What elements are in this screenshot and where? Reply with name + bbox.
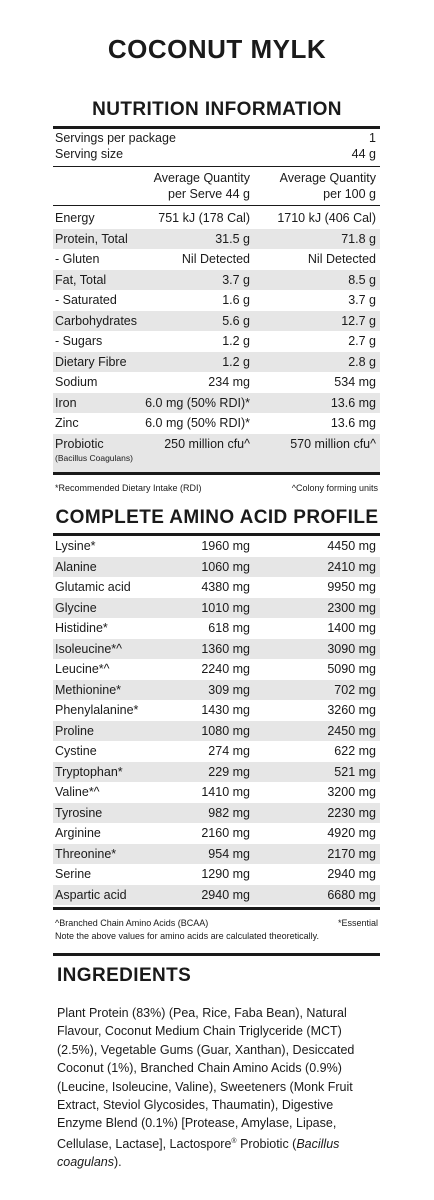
column-header-row-1 (53, 170, 380, 186)
nutrient-label: Probiotic (55, 436, 104, 451)
per-serve-value: 1080 mg (201, 723, 250, 738)
nutrient-row (53, 249, 380, 269)
divider (53, 126, 380, 129)
amino-label: Alanine (55, 559, 97, 574)
per-100g-value: 570 million cfu^ (290, 436, 376, 451)
per-100g-value: 2300 mg (327, 600, 376, 615)
per-100g-value: 12.7 g (341, 313, 376, 328)
nutrition-title: NUTRITION INFORMATION (92, 99, 342, 120)
ingredients-end: ). (114, 1155, 122, 1170)
column-header-row-2 (53, 186, 380, 202)
nutrient-row (53, 372, 380, 392)
per-serve-value: 309 mg (208, 682, 250, 697)
nutrient-row (53, 311, 380, 331)
per-serve-value: 2240 mg (201, 662, 250, 676)
col1-header-line2: per Serve 44 g (168, 187, 250, 201)
per-serve-value: 3.7 g (222, 272, 250, 287)
amino-note: Note the above values for amino acids are calculated theoretically. (55, 931, 319, 941)
nutrient-row (53, 413, 380, 433)
amino-row (53, 823, 380, 843)
nutrient-row (53, 290, 380, 310)
per-serve-value: 1.6 g (222, 293, 250, 307)
col2-header-line2: per 100 g (323, 187, 376, 201)
nutrient-label: - Gluten (55, 252, 100, 266)
divider (53, 953, 380, 956)
ingredients-main: Plant Protein (83%) (Pea, Rice, Faba Bean), Natural Flavour, Coconut Medium Chain Triglyceride (MCT) (2.5%), Vegetable Gums (Guar, Xanthan), Desiccated Coconut (1%), Branched Chain Amino Acids (0.9%) (Leucine, Isoleucine, Valine), Sweeteners (Monk Fruit Extract, Steviol Glycosides, Thaumatin), Digestive Enzyme Blend (0.1%) [Protease, Amylase, Lipase, Cellulase, Lactase], Lactospore (57, 1006, 355, 1151)
per-serve-value: 2160 mg (201, 826, 250, 840)
amino-row (53, 557, 380, 577)
serving-size-label: Serving size (55, 147, 124, 161)
per-serve-value: 6.0 mg (50% RDI)* (145, 416, 250, 430)
per-100g-value: 1710 kJ (406 Cal) (277, 211, 376, 225)
rdi-footnote: *Recommended Dietary Intake (RDI) (55, 483, 202, 493)
per-serve-value: 1060 mg (201, 559, 250, 574)
per-100g-value: 13.6 mg (330, 395, 376, 410)
amino-label: Glutamic acid (55, 580, 131, 594)
amino-row (53, 885, 380, 905)
per-serve-value: 250 million cfu^ (164, 436, 250, 451)
per-100g-value: 3090 mg (327, 641, 376, 656)
per-serve-value: 1360 mg (201, 641, 250, 656)
servings-value: 1 (369, 131, 376, 145)
per-serve-value: 1.2 g (222, 354, 250, 369)
per-100g-value: 2170 mg (327, 846, 376, 861)
amino-row (53, 741, 380, 761)
per-100g-value: 8.5 g (348, 272, 376, 287)
registered-mark: ® (231, 1137, 237, 1145)
nutrient-label: Energy (55, 211, 95, 225)
nutrient-label: Iron (55, 395, 77, 410)
amino-label: Histidine* (55, 621, 108, 635)
amino-label: Valine*^ (55, 785, 100, 799)
nutrient-label: Sodium (55, 375, 98, 389)
per-100g-value: 2.7 g (348, 334, 376, 348)
per-100g-value: 3.7 g (348, 293, 376, 307)
per-100g-value: 6680 mg (327, 887, 376, 902)
amino-row (53, 721, 380, 741)
per-100g-value: 2.8 g (348, 354, 376, 369)
per-serve-value: 1.2 g (222, 334, 250, 348)
per-serve-value: 4380 mg (201, 580, 250, 594)
serving-size-row (53, 146, 380, 162)
divider (53, 907, 380, 910)
per-100g-value: 534 mg (334, 375, 376, 389)
per-100g-value: 622 mg (334, 744, 376, 758)
amino-row (53, 762, 380, 782)
per-serve-value: 234 mg (208, 375, 250, 389)
amino-label: Leucine*^ (55, 662, 110, 676)
amino-label: Phenylalanine* (55, 703, 139, 717)
nutrient-row (53, 393, 380, 413)
amino-row (53, 577, 380, 597)
per-serve-value: 1290 mg (201, 867, 250, 881)
nutrient-label: - Saturated (55, 293, 117, 307)
cfu-footnote: ^Colony forming units (291, 483, 378, 493)
per-100g-value: 2450 mg (327, 723, 376, 738)
per-serve-value: Nil Detected (181, 252, 250, 266)
per-serve-value: 982 mg (208, 805, 250, 820)
servings-label: Servings per package (55, 131, 176, 145)
per-100g-value: 521 mg (334, 764, 376, 779)
per-serve-value: 618 mg (208, 621, 250, 635)
amino-row (53, 803, 380, 823)
ingredients-probiotic: Probiotic ( (236, 1137, 297, 1151)
amino-row (53, 536, 380, 556)
per-100g-value: 2410 mg (327, 559, 376, 574)
per-serve-value: 274 mg (208, 744, 250, 758)
amino-row (53, 598, 380, 618)
per-100g-value: 702 mg (334, 682, 376, 697)
amino-label: Lysine* (55, 539, 96, 553)
amino-row (53, 700, 380, 720)
amino-row (53, 844, 380, 864)
per-100g-value: Nil Detected (307, 252, 376, 266)
per-serve-value: 1430 mg (201, 703, 250, 717)
per-100g-value: 2230 mg (327, 805, 376, 820)
per-serve-value: 5.6 g (222, 313, 250, 328)
amino-label: Tryptophan* (55, 764, 123, 779)
per-serve-value: 1010 mg (201, 600, 250, 615)
bcaa-footnote: ^Branched Chain Amino Acids (BCAA) (55, 918, 209, 928)
nutrient-label: Protein, Total (55, 231, 128, 246)
nutrient-row (53, 229, 380, 249)
servings-row (53, 130, 380, 146)
amino-label: Tyrosine (55, 805, 103, 820)
essential-footnote: *Essential (337, 918, 378, 928)
per-100g-value: 1400 mg (327, 621, 376, 635)
nutrient-label: Carbohydrates (55, 313, 137, 328)
per-serve-value: 751 kJ (178 Cal) (158, 211, 250, 225)
ingredients-text (57, 1004, 379, 1172)
per-serve-value: 1410 mg (201, 785, 250, 799)
nutrient-row (53, 208, 380, 228)
amino-title: COMPLETE AMINO ACID PROFILE (55, 507, 379, 528)
serving-size-value: 44 g (351, 147, 376, 161)
per-serve-value: 31.5 g (215, 231, 250, 246)
per-100g-value: 9950 mg (327, 580, 376, 594)
per-100g-value: 4450 mg (327, 539, 376, 553)
per-serve-value: 2940 mg (201, 887, 250, 902)
nutrient-label: Zinc (55, 416, 79, 430)
per-100g-value: 3260 mg (327, 703, 376, 717)
per-100g-value: 5090 mg (327, 662, 376, 676)
nutrient-label: Dietary Fibre (55, 354, 127, 369)
per-serve-value: 6.0 mg (50% RDI)* (145, 395, 250, 410)
amino-row (53, 618, 380, 638)
per-serve-value: 229 mg (208, 764, 250, 779)
nutrient-row (53, 352, 380, 372)
amino-label: Methionine* (55, 682, 122, 697)
nutrient-label: - Sugars (55, 334, 103, 348)
amino-label: Aspartic acid (55, 887, 127, 902)
nutrient-row (53, 331, 380, 351)
ingredients-title: INGREDIENTS (57, 965, 192, 986)
divider (53, 472, 380, 475)
amino-row (53, 659, 380, 679)
amino-label: Cystine (55, 744, 97, 758)
per-100g-value: 13.6 mg (330, 416, 376, 430)
amino-row (53, 680, 380, 700)
nutrient-label: Fat, Total (55, 272, 107, 287)
probiotic-sub-label: (Bacillus Coagulans) (55, 452, 133, 463)
probiotic-row (53, 434, 380, 472)
col1-header-line1: Average Quantity (153, 171, 250, 185)
divider (53, 166, 380, 167)
ingredients-italic: Bacillus coagulans (57, 1137, 340, 1170)
nutrient-row (53, 270, 380, 290)
product-title: COCONUT MYLK (107, 34, 327, 64)
per-serve-value: 954 mg (208, 846, 250, 861)
divider (53, 205, 380, 206)
amino-row (53, 864, 380, 884)
amino-label: Isoleucine*^ (55, 641, 123, 656)
per-100g-value: 3200 mg (327, 785, 376, 799)
col2-header-line1: Average Quantity (279, 171, 376, 185)
amino-row (53, 782, 380, 802)
amino-label: Proline (55, 723, 94, 738)
amino-row (53, 639, 380, 659)
per-100g-value: 4920 mg (327, 826, 376, 840)
amino-label: Serine (55, 867, 92, 881)
per-serve-value: 1960 mg (201, 539, 250, 553)
amino-label: Glycine (55, 600, 97, 615)
per-100g-value: 2940 mg (327, 867, 376, 881)
amino-label: Arginine (55, 826, 101, 840)
amino-label: Threonine* (55, 846, 117, 861)
per-100g-value: 71.8 g (341, 231, 376, 246)
